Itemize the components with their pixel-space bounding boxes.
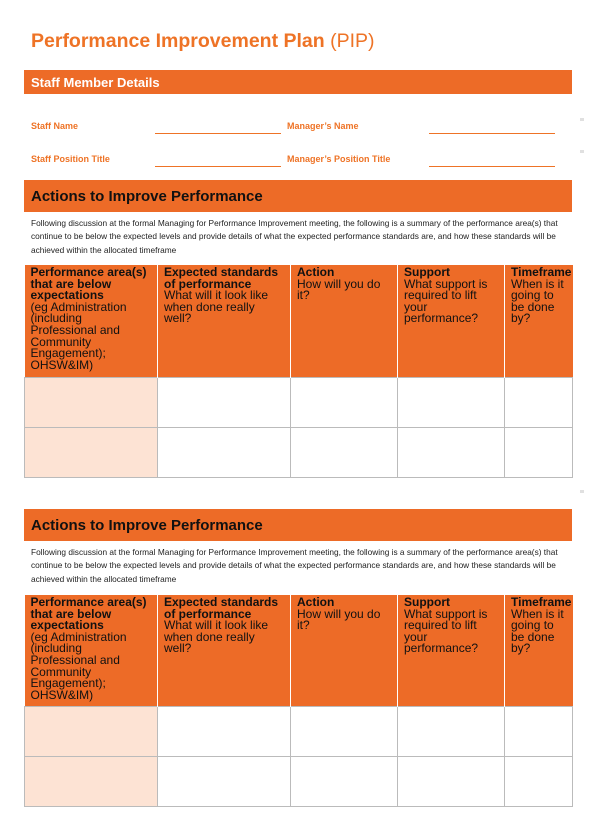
table-header-row — [25, 265, 573, 377]
column-title: Action — [297, 265, 335, 279]
table-cell[interactable] — [398, 706, 505, 756]
column-title: Action — [297, 595, 335, 609]
column-description: How will you do it? — [297, 606, 381, 633]
manager-name-field[interactable] — [429, 133, 555, 134]
column-title: Support — [404, 595, 450, 609]
table-cell[interactable] — [158, 706, 291, 756]
staff-name-label: Staff Name — [31, 121, 79, 131]
column-header-support — [398, 265, 505, 377]
actions-section-heading: Actions to Improve Performance — [31, 517, 263, 534]
manager-name-label: Manager’s Name — [287, 121, 359, 131]
actions-section-heading: Actions to Improve Performance — [31, 188, 263, 205]
actions-intro-text: Following discussion at the formal Managing for Performance Improvement meeting, the following is a summary of the performance area(s) that continue to be below the expected levels and provide details of what the expected performance standards are, and how these standards will be achieved within the allocated timeframe — [31, 218, 558, 255]
column-header-action — [291, 265, 398, 377]
table-row — [25, 427, 573, 477]
column-title: Timeframe — [511, 595, 572, 609]
page-edge-mark — [580, 150, 584, 153]
table-cell[interactable] — [505, 427, 573, 477]
table-cell[interactable] — [291, 706, 398, 756]
column-title: Performance area(s) that are below expectations — [30, 265, 147, 303]
actions-intro-text: Following discussion at the formal Managing for Performance Improvement meeting, the following is a summary of the performance area(s) that continue to be below the expected levels and provide details of what the expected performance standards are, and how these standards will be achieved within the allocated timeframe — [31, 547, 558, 584]
column-description: (eg Administration (including Professional and Community Engagement); OHSW&IM) — [30, 629, 127, 702]
column-description: (eg Administration (including Professional and Community Engagement); OHSW&IM) — [30, 299, 127, 372]
staff-position-label: Staff Position Title — [31, 154, 110, 164]
table-cell[interactable] — [25, 427, 158, 477]
column-title: Expected standards of performance — [164, 265, 279, 291]
page-title-main: Performance Improvement Plan — [31, 30, 325, 52]
staff-name-field[interactable] — [155, 133, 281, 134]
column-header-expected-standards — [158, 595, 291, 706]
manager-position-label: Manager’s Position Title — [287, 154, 391, 164]
column-description: When is it going to be done by? — [511, 276, 564, 326]
actions-table — [24, 265, 573, 478]
column-header-support — [398, 595, 505, 706]
column-header-performance-areas — [25, 595, 158, 706]
table-cell[interactable] — [505, 756, 573, 806]
table-cell[interactable] — [25, 377, 158, 427]
column-description: What will it look like when done really well? — [164, 288, 269, 326]
column-header-timeframe — [505, 265, 573, 377]
table-cell[interactable] — [505, 377, 573, 427]
column-description: When is it going to be done by? — [511, 606, 564, 656]
staff-position-field[interactable] — [155, 166, 281, 167]
column-title: Expected standards of performance — [164, 595, 279, 621]
table-cell[interactable] — [25, 756, 158, 806]
column-title: Performance area(s) that are below expectations — [30, 595, 147, 633]
actions-table — [24, 595, 573, 807]
column-title: Support — [404, 265, 450, 279]
table-cell[interactable] — [291, 427, 398, 477]
column-description: What will it look like when done really well? — [164, 618, 269, 656]
table-cell[interactable] — [505, 706, 573, 756]
column-description: How will you do it? — [297, 276, 381, 303]
table-cell[interactable] — [158, 427, 291, 477]
page-edge-mark — [580, 490, 584, 493]
column-description: What support is required to lift your performance? — [404, 276, 488, 326]
column-title: Timeframe — [511, 265, 572, 279]
column-header-expected-standards — [158, 265, 291, 377]
table-header-row — [25, 595, 573, 706]
table-cell[interactable] — [398, 756, 505, 806]
page-edge-mark — [580, 118, 584, 121]
table-cell[interactable] — [291, 756, 398, 806]
column-header-performance-areas — [25, 265, 158, 377]
actions-section-header — [24, 509, 572, 541]
table-row — [25, 377, 573, 427]
staff-details-header — [24, 70, 572, 94]
table-cell[interactable] — [158, 377, 291, 427]
column-header-action — [291, 595, 398, 706]
column-description: What support is required to lift your performance? — [404, 606, 488, 656]
table-cell[interactable] — [398, 377, 505, 427]
table-cell[interactable] — [398, 427, 505, 477]
table-row — [25, 706, 573, 756]
table-cell[interactable] — [25, 706, 158, 756]
table-row — [25, 756, 573, 806]
staff-details-heading: Staff Member Details — [31, 75, 160, 90]
manager-position-field[interactable] — [429, 166, 555, 167]
actions-section-header — [24, 180, 572, 212]
page-title — [31, 30, 375, 53]
table-cell[interactable] — [158, 756, 291, 806]
page-title-suffix: (PIP) — [330, 30, 375, 52]
column-header-timeframe — [505, 595, 573, 706]
table-cell[interactable] — [291, 377, 398, 427]
